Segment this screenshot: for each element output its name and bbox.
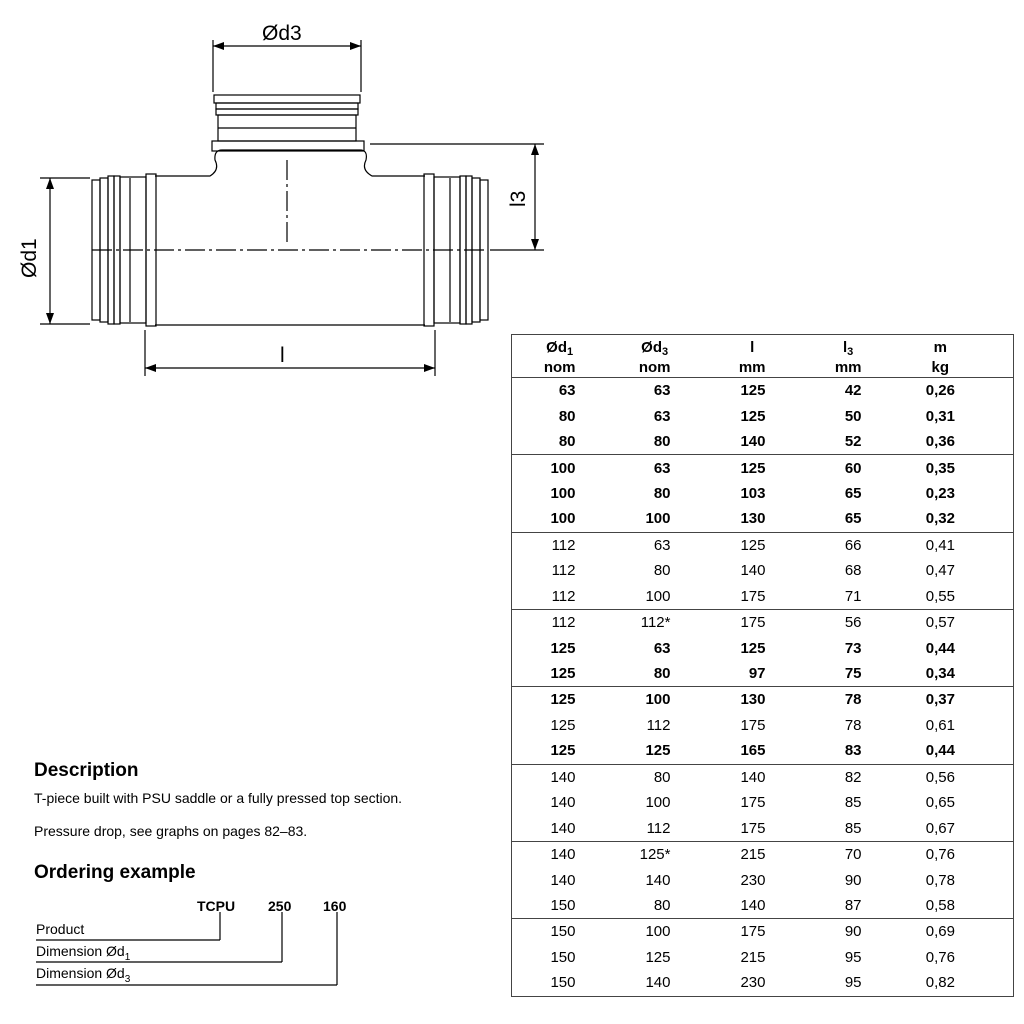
table-cell: 230 [740,974,766,992]
table-row [512,481,1014,506]
table-cell: 130 [740,510,766,528]
table-cell: 215 [671,841,766,867]
table-cell: 66 [766,532,862,558]
table-cell: 63 [576,532,671,558]
table-cell: 0,65 [925,794,955,812]
table-cell: 97 [748,665,766,683]
table-cell: 0,35 [862,455,1014,481]
table-cell: 150 [550,896,576,914]
table-row [512,506,1014,532]
order-label-d3: Dimension $Ød_3$ [36,965,131,985]
table-cell: 140 [645,871,671,889]
table-row [512,790,1014,815]
table-row [512,970,1014,996]
table-cell: 80 [558,407,576,425]
table-cell: 70 [766,841,862,867]
table-row [512,764,1014,790]
table-row [512,815,1014,841]
table-cell: 140 [740,896,766,914]
order-code-d3: 160 [323,898,347,914]
table-row [512,635,1014,660]
pressure-drop-text: Pressure drop, see graphs on pages 82–83. [34,823,308,839]
table-cell: 100 [576,919,671,945]
table-cell: 63 [558,382,576,400]
table-cell: 140 [740,433,766,451]
table-cell: 125 [740,382,766,400]
table-cell: 140 [740,562,766,580]
ordering-section [34,862,196,884]
table-cell: 112 [512,609,576,635]
table-cell: 50 [844,407,862,425]
table-cell: 68 [844,562,862,580]
table-cell: 75 [844,665,862,683]
order-code-product: TCPU [197,898,236,914]
table-cell: 65 [844,484,862,502]
table-header-cell: $Ød_1$ nom [512,335,576,378]
table-cell: 130 [671,687,766,713]
table-cell: 0,55 [925,587,955,605]
main-body-outline [155,150,425,176]
table-cell: 56 [766,609,862,635]
table-cell: 125 [740,639,766,657]
table-cell: 100 [645,794,671,812]
table-row [512,919,1014,945]
table-cell: 125 [550,665,576,683]
table-cell: 80 [558,433,576,451]
table-cell: 0,58 [925,896,955,914]
table-cell: 0,41 [862,532,1014,558]
ordering-title: Ordering example [34,862,196,883]
table-cell: 125 [645,948,671,966]
table-cell: 63 [653,407,671,425]
table-cell: 0,67 [925,819,955,837]
table-cell: 0,82 [925,974,955,992]
table-cell: 0,76 [862,841,1014,867]
table-cell: 175 [740,716,766,734]
table-row [512,609,1014,635]
table-cell: 0,32 [925,510,955,528]
table-row [512,532,1014,558]
table-cell: 0,23 [925,484,955,502]
table-cell: 0,36 [925,433,955,451]
description-title: Description [34,760,139,781]
table-row [512,455,1014,481]
table-cell: 112 [551,562,576,580]
table-row [512,558,1014,583]
label-d1: Ød1 [18,238,41,278]
table-cell: 63 [653,639,671,657]
table-header-row [512,335,1014,378]
table-cell: 100 [576,687,671,713]
table-cell: 112 [646,716,671,734]
table-cell: 150 [550,948,576,966]
table-cell: 100 [512,455,576,481]
table-cell: 140 [550,871,576,889]
table-cell: 140 [645,974,671,992]
table-cell: 80 [653,484,671,502]
table-cell: 103 [740,484,766,502]
table-cell: 0,56 [862,764,1014,790]
table-cell: 140 [671,764,766,790]
table-cell: 0,61 [925,716,955,734]
table-cell: 175 [740,587,766,605]
table-cell: 125 [550,716,576,734]
table-cell: 165 [740,742,766,760]
table-cell: 80 [653,562,671,580]
table-cell: 175 [740,794,766,812]
table-cell: 78 [766,687,862,713]
table-cell: 0,44 [925,639,955,657]
table-cell: 100 [550,510,576,528]
table-cell: 112 [551,587,576,605]
table-row [512,403,1014,428]
table-row [512,661,1014,687]
table-row [512,378,1014,404]
table-cell: 230 [740,871,766,889]
table-row [512,687,1014,713]
table-header-cell: m kg [862,335,1014,378]
table-cell: 0,69 [862,919,1014,945]
table-cell: 80 [653,665,671,683]
table-cell: 73 [844,639,862,657]
table-cell: 112 [512,532,576,558]
table-cell: 63 [653,382,671,400]
table-cell: 42 [844,382,862,400]
table-cell: 100 [550,484,576,502]
table-cell: 0,26 [925,382,955,400]
table-cell: 85 [844,819,862,837]
table-cell: 125 [512,687,576,713]
table-cell: 83 [844,742,862,760]
table-cell: 150 [512,919,576,945]
table-row [512,945,1014,970]
table-cell: 87 [844,896,862,914]
table-cell: 71 [844,587,862,605]
table-row [512,893,1014,919]
description-section [34,760,402,839]
table-header-cell: $Ød_3$ nom [576,335,671,378]
table-cell: 100 [645,510,671,528]
table-cell: 125 [671,455,766,481]
table-row [512,713,1014,738]
table-cell: 0,37 [862,687,1014,713]
table-header-cell: l mm [671,335,766,378]
table-cell: 60 [766,455,862,481]
table-cell: 0,44 [925,742,955,760]
table-cell: 112 [646,819,671,837]
table-row [512,867,1014,892]
label-l3: l3 [507,190,530,207]
table-row [512,738,1014,764]
table-cell: 140 [512,764,576,790]
table-cell: 125 [671,532,766,558]
table-cell: 82 [766,764,862,790]
table-header-cell: $l_3$ mm [766,335,862,378]
table-cell: 0,31 [925,407,955,425]
table-cell: 100 [645,587,671,605]
table-cell: 175 [740,819,766,837]
order-code-d1: 250 [268,898,292,914]
table-cell: 125 [550,742,576,760]
table-row [512,429,1014,455]
table-cell: 140 [550,819,576,837]
table-cell: 0,78 [925,871,955,889]
order-label-product: Product [36,921,85,937]
table-cell: 80 [653,433,671,451]
table-cell: 125 [740,407,766,425]
table-cell: 80 [653,896,671,914]
table-cell: 0,76 [925,948,955,966]
table-cell: 125* [576,841,671,867]
table-cell: 175 [671,609,766,635]
table-cell: 80 [576,764,671,790]
table-cell: 0,47 [925,562,955,580]
table-cell: 125 [645,742,671,760]
table-cell: 140 [512,841,576,867]
table-cell: 140 [550,794,576,812]
table-cell: 125 [550,639,576,657]
table-cell: 90 [766,919,862,945]
table-cell: 63 [576,455,671,481]
table-cell: 0,34 [925,665,955,683]
table-cell: 90 [844,871,862,889]
label-l: l [280,344,285,367]
table-cell: 95 [844,948,862,966]
table-cell: 112* [576,609,671,635]
label-d3: Ød3 [262,22,302,45]
table-cell: 52 [844,433,862,451]
table-cell: 215 [740,948,766,966]
table-cell: 78 [844,716,862,734]
order-label-d1: Dimension $Ød_1$ [36,943,131,963]
table-cell: 95 [844,974,862,992]
spec-table [511,334,1014,997]
table-cell: 175 [671,919,766,945]
table-cell: 150 [550,974,576,992]
table-cell: 65 [844,510,862,528]
description-text: T-piece built with PSU saddle or a fully pressed top section. [34,790,403,806]
table-cell: 0,57 [862,609,1014,635]
table-row [512,841,1014,867]
table-cell: 85 [844,794,862,812]
table-row [512,584,1014,610]
